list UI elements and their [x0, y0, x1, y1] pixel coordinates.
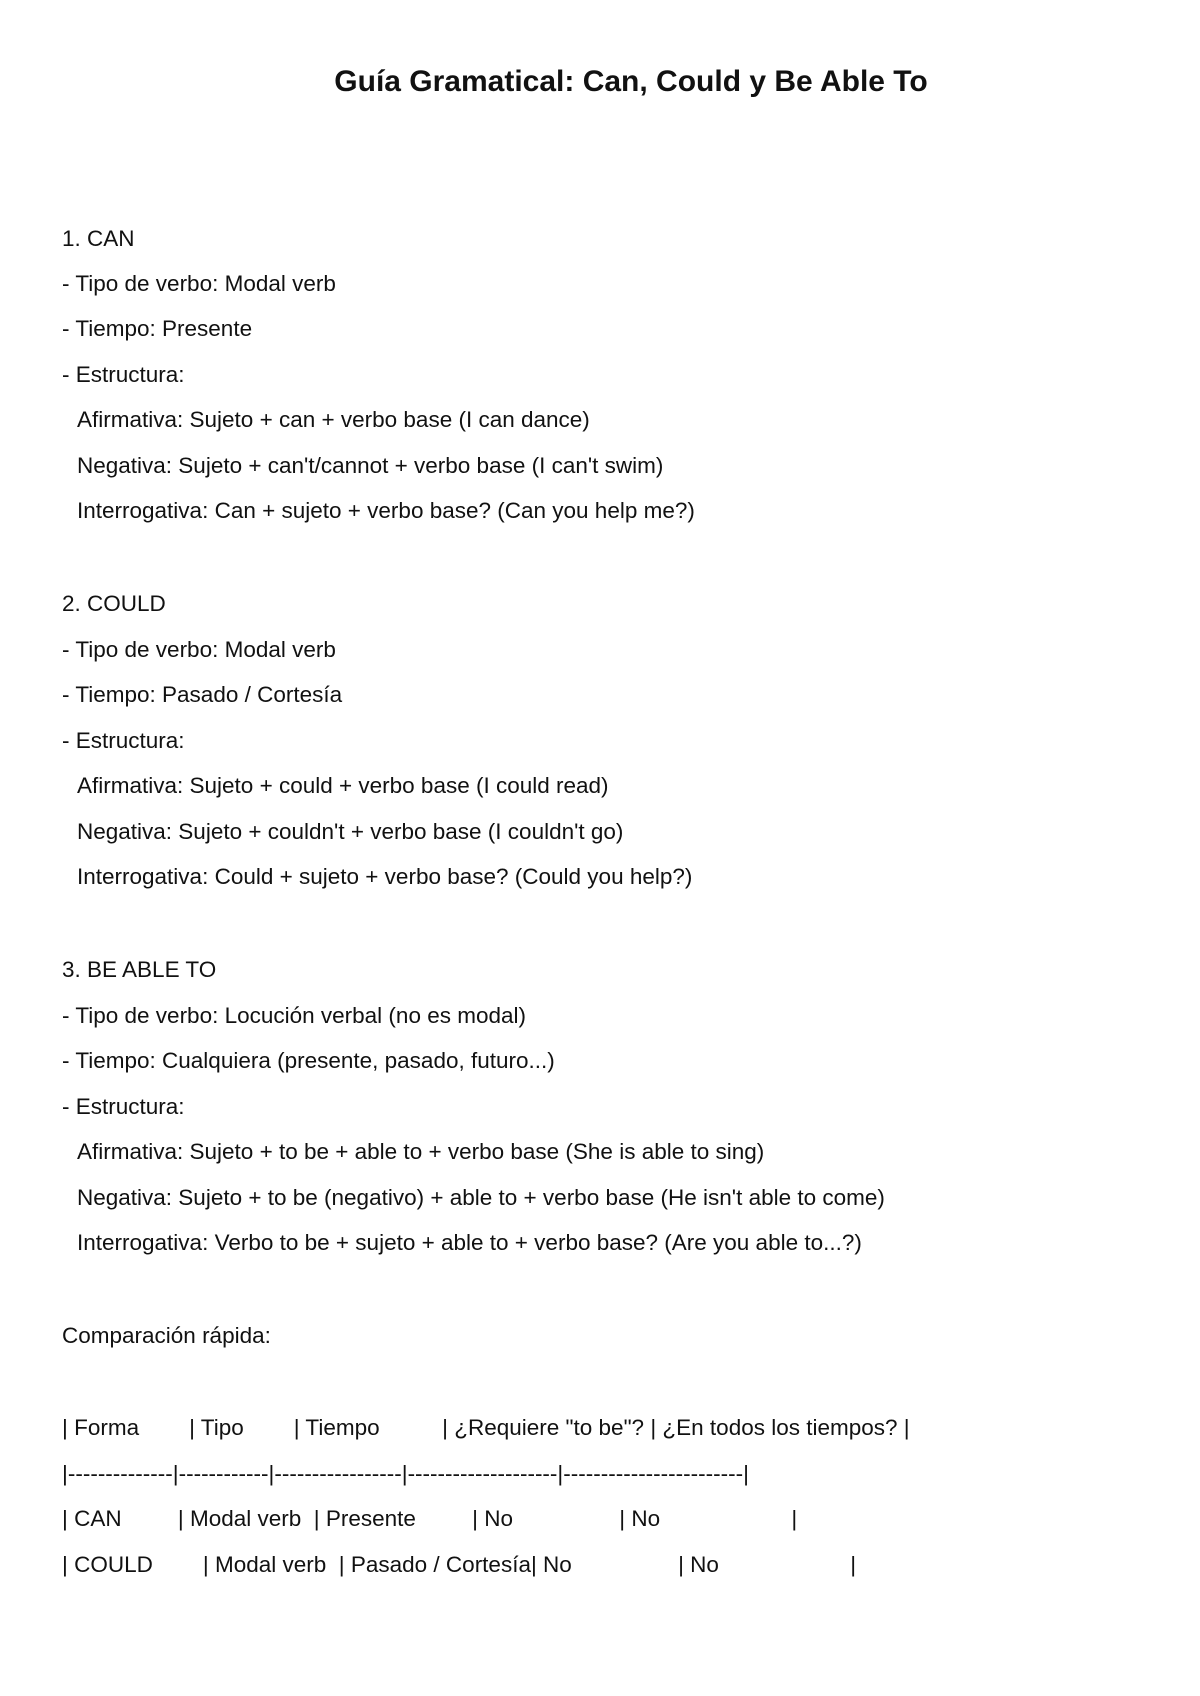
comparison-table-row-could: | COULD | Modal verb | Pasado / Cortesía| No | No |	[62, 1552, 857, 1577]
could-tipo: - Tipo de verbo: Modal verb	[62, 637, 336, 662]
can-interrogativa: Interrogativa: Can + sujeto + verbo base? (Can you help me?)	[77, 498, 695, 523]
be-able-to-tipo: - Tipo de verbo: Locución verbal (no es modal)	[62, 1003, 526, 1028]
be-able-to-interrogativa: Interrogativa: Verbo to be + sujeto + able to + verbo base? (Are you able to...?)	[77, 1230, 862, 1255]
section-heading-can: 1. CAN	[62, 226, 135, 251]
comparison-table-separator: |--------------|------------|-----------------|--------------------|------------------------|	[62, 1461, 749, 1486]
comparison-table-header: | Forma | Tipo | Tiempo | ¿Requiere "to be"? | ¿En todos los tiempos? |	[62, 1415, 910, 1440]
could-tiempo: - Tiempo: Pasado / Cortesía	[62, 682, 343, 707]
can-tipo: - Tipo de verbo: Modal verb	[62, 271, 336, 296]
could-negativa: Negativa: Sujeto + couldn't + verbo base (I couldn't go)	[77, 819, 624, 844]
section-heading-be-able-to: 3. BE ABLE TO	[62, 957, 217, 982]
section-heading-could: 2. COULD	[62, 591, 166, 616]
comparison-heading: Comparación rápida:	[62, 1323, 271, 1348]
could-interrogativa: Interrogativa: Could + sujeto + verbo base? (Could you help?)	[77, 864, 693, 889]
could-afirmativa: Afirmativa: Sujeto + could + verbo base (I could read)	[77, 773, 609, 798]
can-tiempo: - Tiempo: Presente	[62, 316, 253, 341]
can-negativa: Negativa: Sujeto + can't/cannot + verbo base (I can't swim)	[77, 453, 664, 478]
be-able-to-estructura: - Estructura:	[62, 1094, 185, 1119]
comparison-table-row-can: | CAN | Modal verb | Presente | No | No |	[62, 1506, 798, 1531]
page-title: Guía Gramatical: Can, Could y Be Able To	[334, 65, 928, 98]
can-afirmativa: Afirmativa: Sujeto + can + verbo base (I can dance)	[77, 407, 590, 432]
can-estructura: - Estructura:	[62, 362, 185, 387]
be-able-to-afirmativa: Afirmativa: Sujeto + to be + able to + verbo base (She is able to sing)	[77, 1139, 765, 1164]
be-able-to-negativa: Negativa: Sujeto + to be (negativo) + able to + verbo base (He isn't able to come)	[77, 1185, 885, 1210]
could-estructura: - Estructura:	[62, 728, 185, 753]
be-able-to-tiempo: - Tiempo: Cualquiera (presente, pasado, futuro...)	[62, 1048, 555, 1073]
